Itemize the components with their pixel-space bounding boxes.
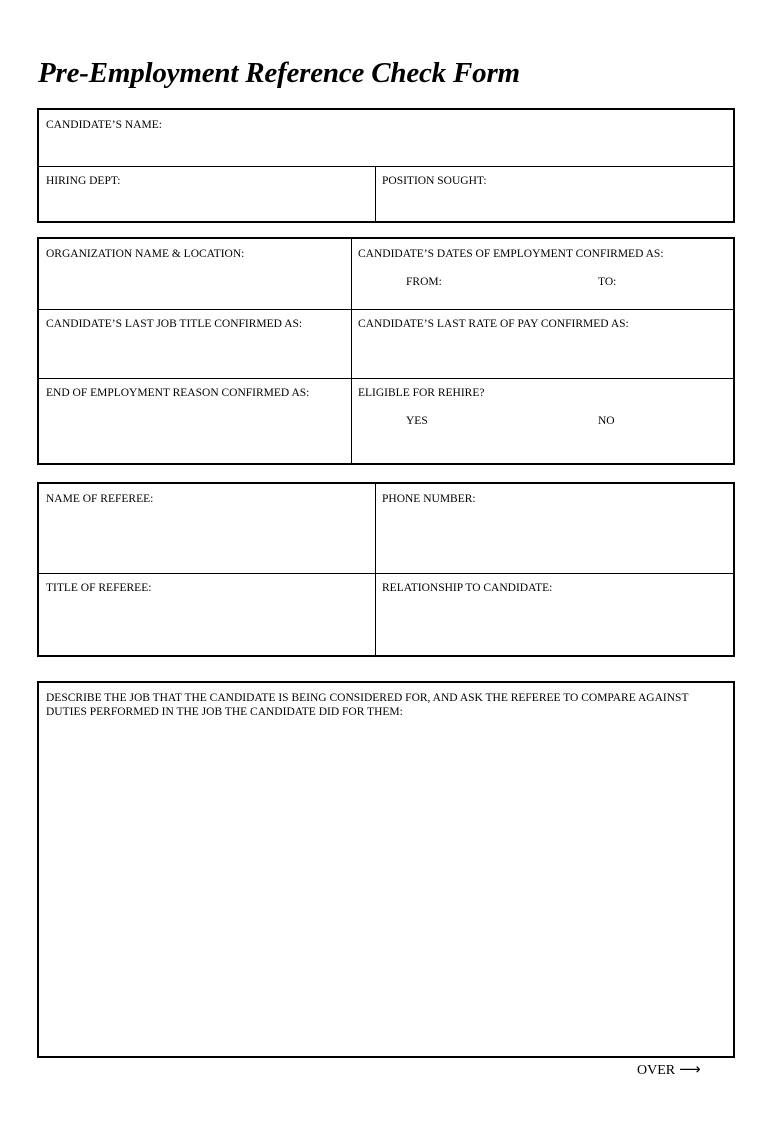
- candidate-name-label: CANDIDATE’S NAME:: [46, 119, 162, 131]
- organization-label: ORGANIZATION NAME & LOCATION:: [46, 248, 245, 260]
- referee-title-field[interactable]: [39, 573, 375, 655]
- dates-confirmed-field[interactable]: [351, 239, 733, 309]
- right-arrow-icon: ⟶: [679, 1060, 701, 1078]
- job-description-field[interactable]: [39, 683, 733, 1056]
- divider: [351, 239, 352, 463]
- end-reason-label: END OF EMPLOYMENT REASON CONFIRMED AS:: [46, 387, 310, 399]
- last-job-title-label: CANDIDATE’S LAST JOB TITLE CONFIRMED AS:: [46, 318, 303, 330]
- divider: [375, 484, 376, 655]
- organization-field[interactable]: [39, 239, 351, 309]
- position-sought-field[interactable]: [375, 166, 733, 221]
- relationship-label: RELATIONSHIP TO CANDIDATE:: [382, 582, 553, 594]
- over-label: OVER: [637, 1063, 676, 1078]
- last-rate-of-pay-label: CANDIDATE’S LAST RATE OF PAY CONFIRMED AS:: [358, 318, 629, 330]
- job-description-label: DESCRIBE THE JOB THAT THE CANDIDATE IS BEING CONSIDERED FOR, AND ASK THE REFEREE TO COMPARE AGAINST DUTIES PERFORMED IN THE JOB THE CANDIDATE DID FOR THEM:: [46, 692, 689, 718]
- last-job-title-field[interactable]: [39, 309, 351, 378]
- eligible-rehire-field[interactable]: [351, 378, 733, 463]
- phone-number-field[interactable]: [375, 484, 733, 573]
- job-description-section: [37, 681, 735, 1058]
- eligible-rehire-label: ELIGIBLE FOR REHIRE?: [358, 387, 485, 399]
- rehire-no-option[interactable]: NO: [598, 415, 615, 427]
- form-title: Pre-Employment Reference Check Form: [38, 57, 520, 89]
- last-rate-of-pay-field[interactable]: [351, 309, 733, 378]
- over-indicator: [637, 1060, 701, 1079]
- to-label: TO:: [598, 276, 617, 288]
- candidate-section: [37, 108, 735, 223]
- referee-name-field[interactable]: [39, 484, 375, 573]
- referee-name-label: NAME OF REFEREE:: [46, 493, 154, 505]
- referee-title-label: TITLE OF REFEREE:: [46, 582, 152, 594]
- relationship-field[interactable]: [375, 573, 733, 655]
- from-label: FROM:: [406, 276, 442, 288]
- employment-confirmation-section: [37, 237, 735, 465]
- hiring-dept-field[interactable]: [39, 166, 375, 221]
- candidate-name-field[interactable]: [39, 110, 733, 166]
- hiring-dept-label: HIRING DEPT:: [46, 175, 121, 187]
- end-reason-field[interactable]: [39, 378, 351, 463]
- referee-section: [37, 482, 735, 657]
- phone-number-label: PHONE NUMBER:: [382, 493, 476, 505]
- position-sought-label: POSITION SOUGHT:: [382, 175, 487, 187]
- rehire-yes-option[interactable]: YES: [406, 415, 428, 427]
- dates-confirmed-label: CANDIDATE’S DATES OF EMPLOYMENT CONFIRMED AS:: [358, 248, 664, 260]
